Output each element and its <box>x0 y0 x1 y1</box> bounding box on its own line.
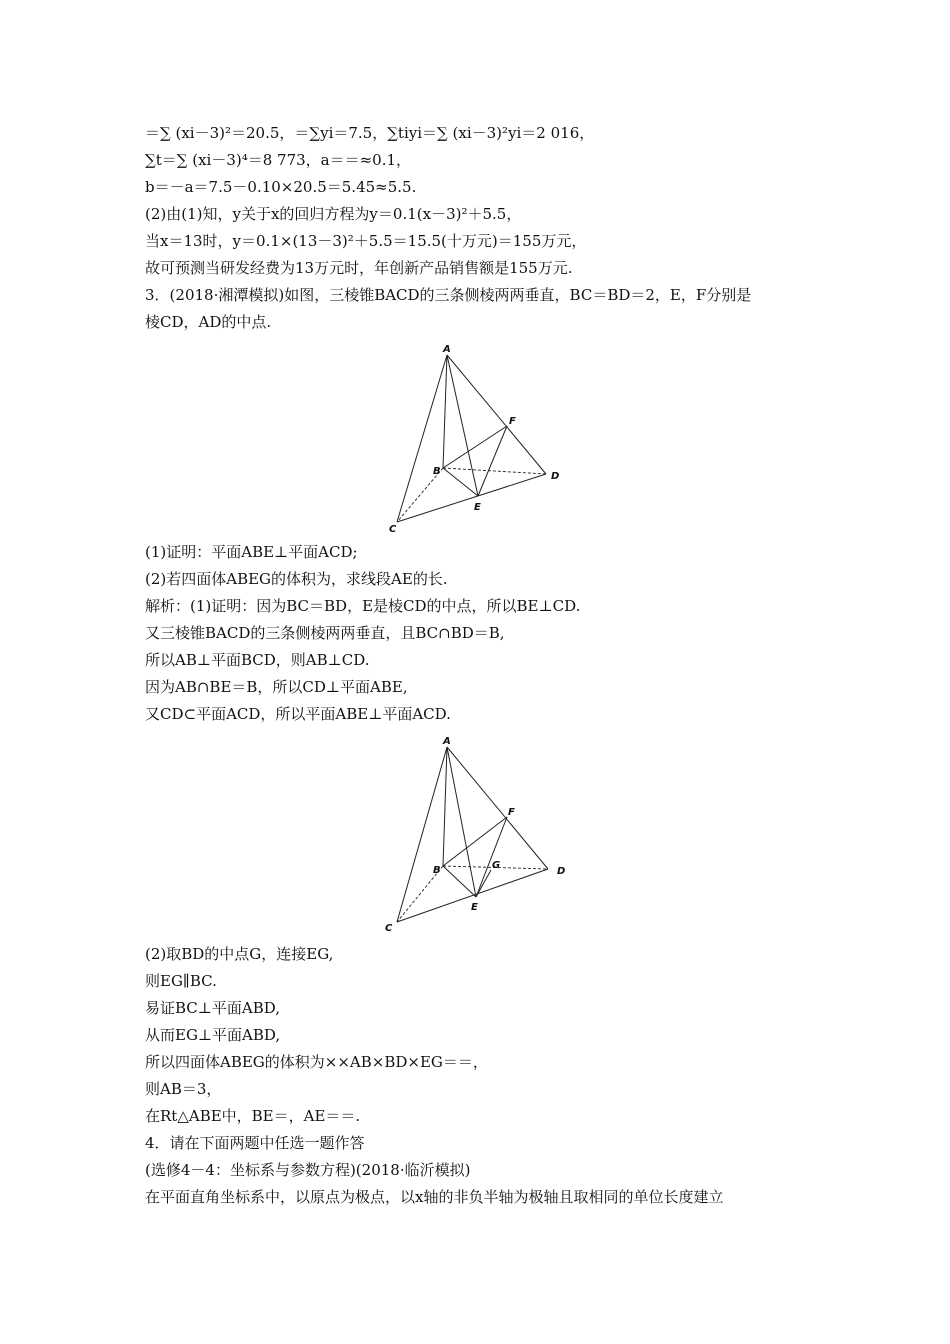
label-D: D <box>557 866 566 877</box>
part-2-line-2: 则EG∥BC. <box>145 972 217 990</box>
part-2-line-3: 易证BC⊥平面ABD, <box>145 999 281 1017</box>
label-D: D <box>551 471 560 482</box>
solution-line-4: 因为AB∩BE＝B，所以CD⊥平面ABE, <box>145 678 408 696</box>
part-2-line-5: 所以四面体ABEG的体积为××AB×BD×EG＝＝， <box>145 1053 488 1071</box>
text-line-1: ＝∑ (xi－3)²＝20.5，＝∑yi＝7.5，∑tiyi＝∑ (xi－3)²yi＝2 016， <box>145 124 595 142</box>
label-A: A <box>443 736 451 747</box>
problem-3-line-2: 棱CD，AD的中点. <box>145 313 272 331</box>
tetrahedron-figure-2 <box>380 735 580 935</box>
tetrahedron-diagram-1 <box>380 340 580 540</box>
label-F: F <box>508 807 515 818</box>
text-line-2: ∑t＝∑ (xi－3)⁴＝8 773，a＝＝≈0.1， <box>145 151 412 169</box>
part-2-line-7: 在Rt△ABE中，BE＝，AE＝＝. <box>145 1107 361 1125</box>
label-G: G <box>492 860 501 871</box>
part-2-line-1: (2)取BD的中点G，连接EG, <box>145 945 334 963</box>
tetrahedron-figure-1 <box>380 340 580 540</box>
solution-line-5: 又CD⊂平面ACD，所以平面ABE⊥平面ACD. <box>145 705 451 723</box>
text-line-4: (2)由(1)知，y关于x的回归方程为y＝0.1(x－3)²＋5.5， <box>145 205 522 223</box>
problem-4-line-1: 4．请在下面两题中任选一题作答 <box>145 1134 365 1152</box>
text-line-5: 当x＝13时，y＝0.1×(13－3)²＋5.5＝15.5(十万元)＝155万元， <box>145 232 587 250</box>
part-2-line-4: 从而EG⊥平面ABD, <box>145 1026 281 1044</box>
label-E: E <box>474 502 481 513</box>
text-line-3: b＝－a＝7.5－0.10×20.5＝5.45≈5.5. <box>145 178 417 196</box>
label-B: B <box>433 466 441 477</box>
solution-line-3: 所以AB⊥平面BCD，则AB⊥CD. <box>145 651 370 669</box>
solution-line-1: 解析：(1)证明：因为BC＝BD，E是棱CD的中点，所以BE⊥CD. <box>145 597 581 615</box>
label-B: B <box>433 865 441 876</box>
text-line-6: 故可预测当研发经费为13万元时，年创新产品销售额是155万元. <box>145 259 573 277</box>
problem-4-line-2: (选修4－4：坐标系与参数方程)(2018·临沂模拟) <box>145 1161 471 1179</box>
solution-line-2: 又三棱锥BACD的三条侧棱两两垂直，且BC∩BD＝B, <box>145 624 505 642</box>
problem-3-line-1: 3．(2018·湘潭模拟)如图，三棱锥BACD的三条侧棱两两垂直，BC＝BD＝2，E，F分别是 <box>145 286 752 304</box>
problem-4-line-3: 在平面直角坐标系中，以原点为极点，以x轴的非负半轴为极轴且取相同的单位长度建立 <box>145 1188 724 1206</box>
label-A: A <box>443 344 451 355</box>
label-C: C <box>385 923 393 934</box>
label-E: E <box>471 902 478 913</box>
question-1: (1)证明：平面ABE⊥平面ACD; <box>145 543 358 561</box>
label-F: F <box>509 416 516 427</box>
part-2-line-6: 则AB＝3， <box>145 1080 222 1098</box>
label-C: C <box>389 524 397 535</box>
tetrahedron-diagram-2 <box>380 735 580 935</box>
question-2: (2)若四面体ABEG的体积为，求线段AE的长. <box>145 570 448 588</box>
